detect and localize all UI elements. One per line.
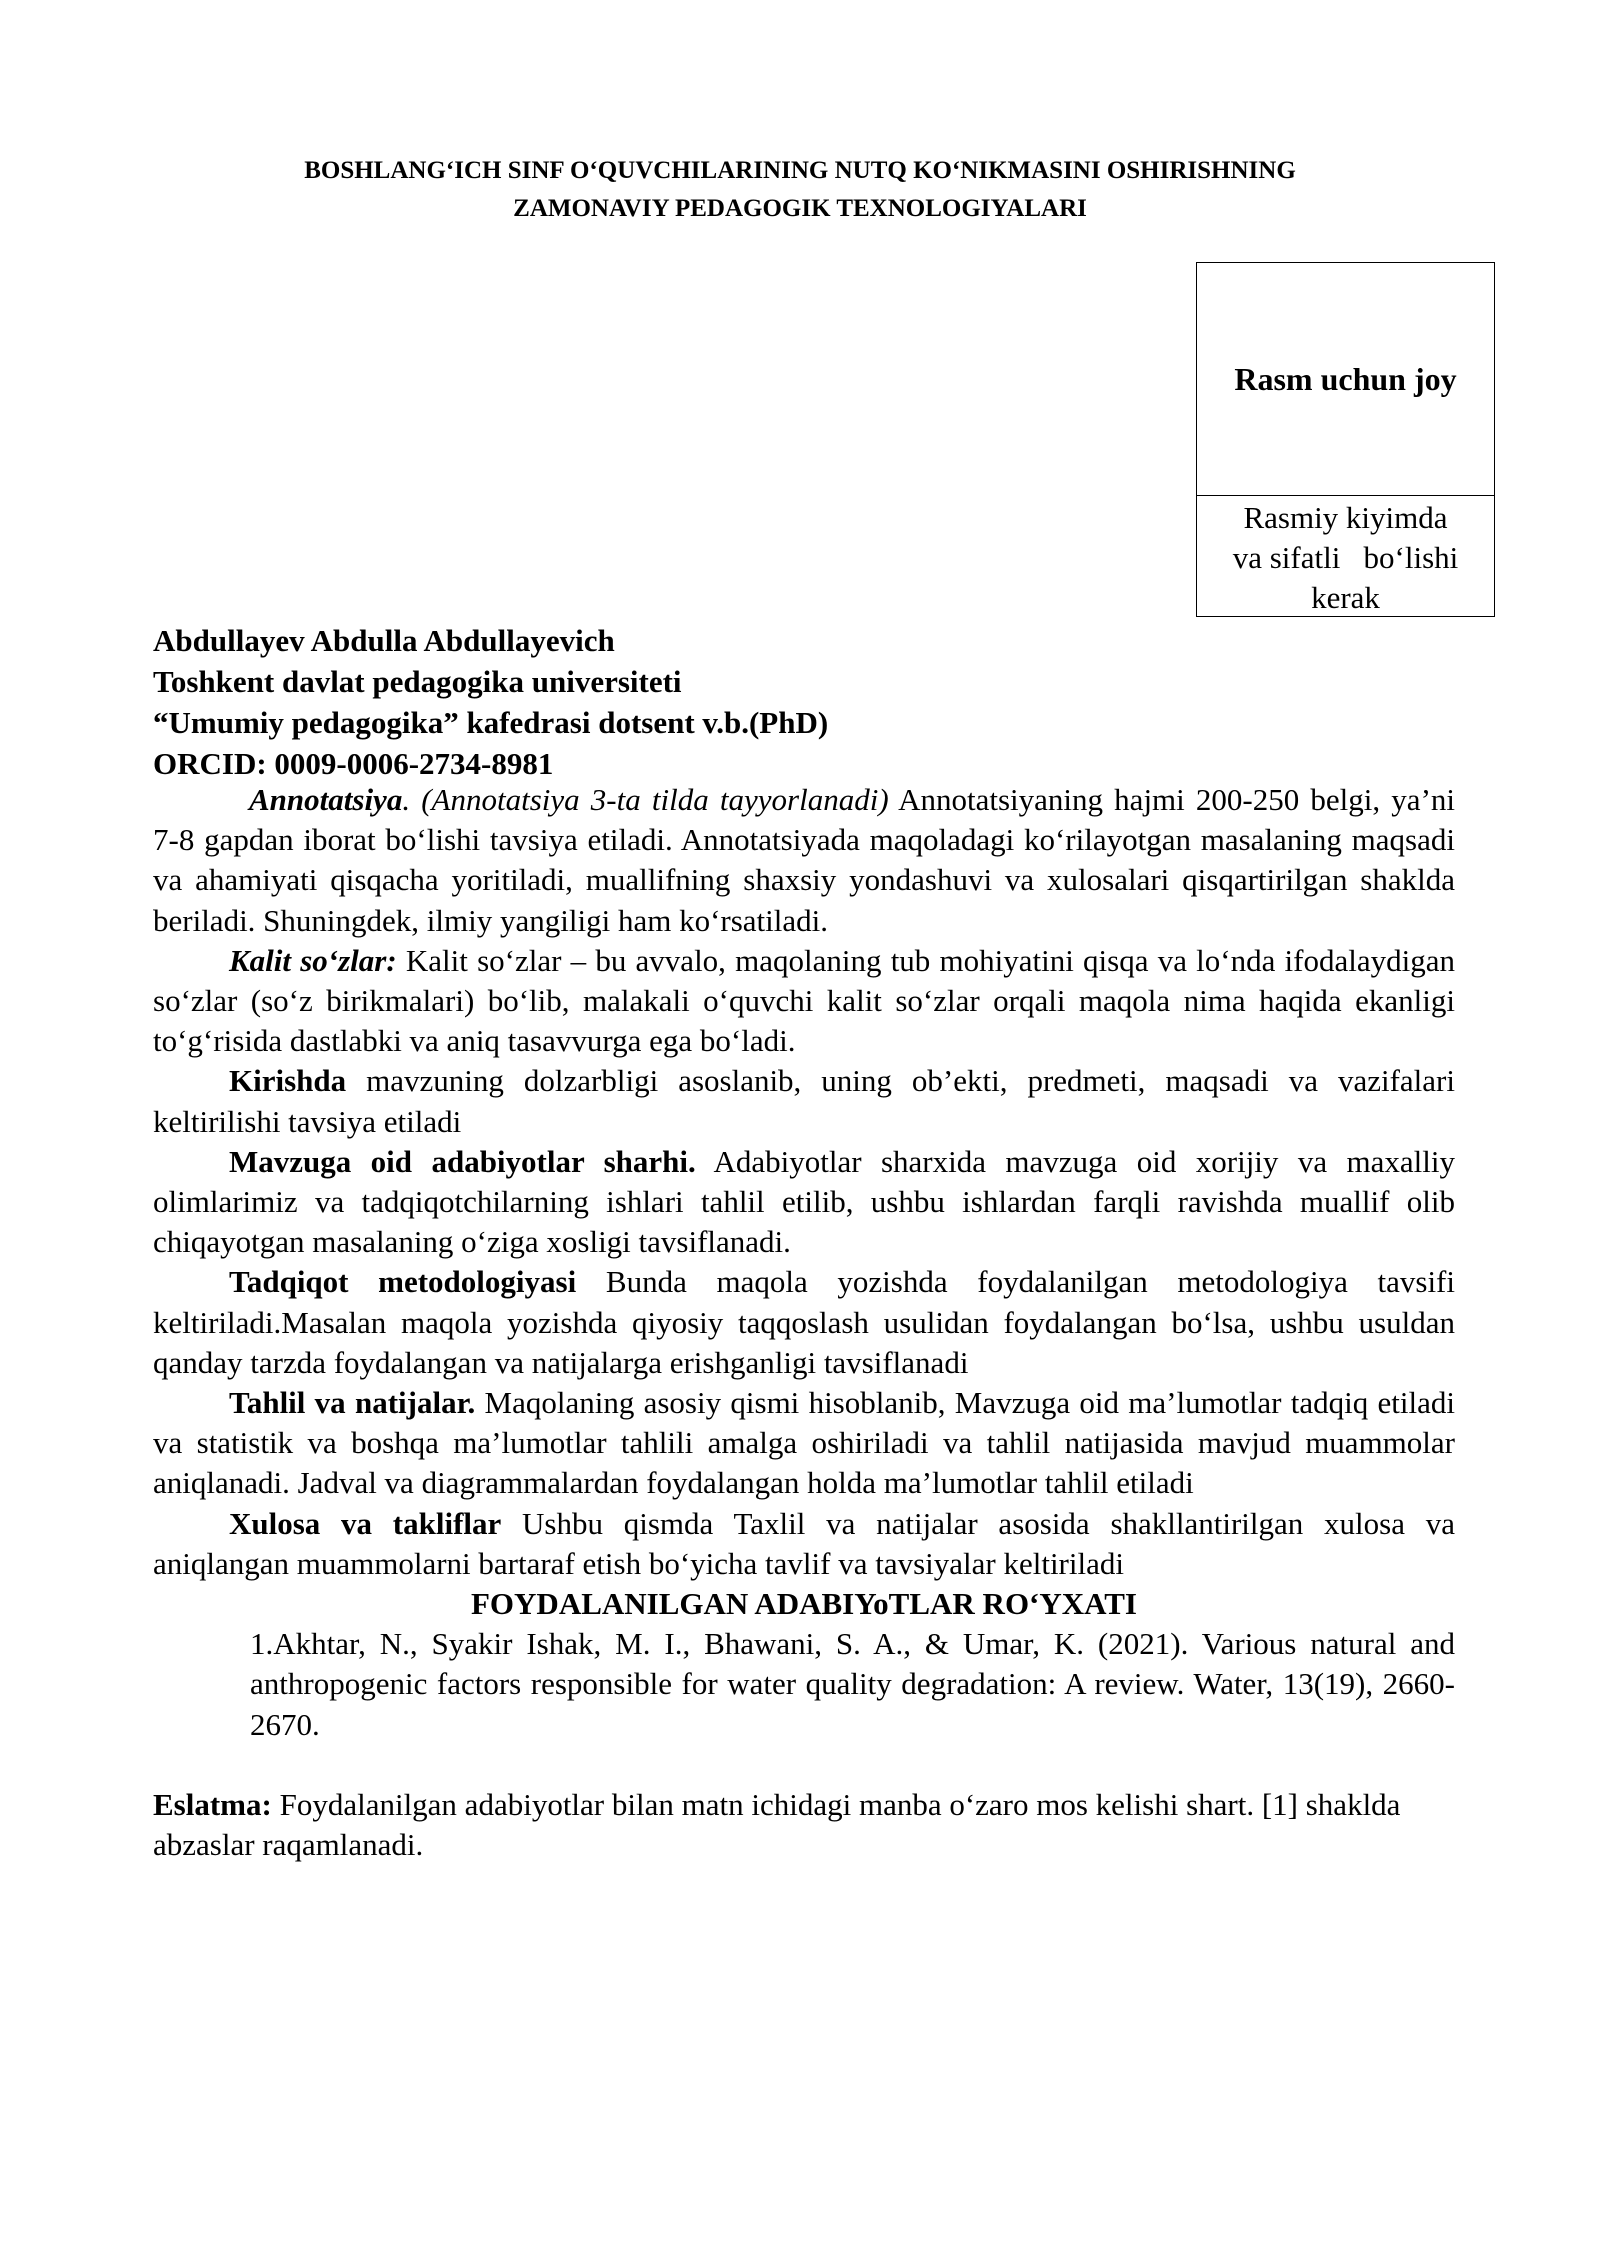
results-label: Tahlil va natijalar. <box>229 1385 476 1421</box>
page-title <box>150 152 1450 228</box>
keywords-text: Kalit so‘zlar – bu avvalo, maqolaning tub mohiyatini qisqa va lo‘nda ifodalaydigan so‘zlar (so‘z birikmalari) bo‘lib, malakali o‘quvchi kalit so‘zlar orqali maqola nima haqida ekanligi to‘g‘risida dastlabki va aniq tasavvurga ega bo‘ladi. <box>153 942 1455 1059</box>
author-university: Toshkent davlat pedagogika universiteti <box>153 664 682 699</box>
literature-review-text: Adabiyotlar sharxida mavzuga oid xorijiy va maxalliy olimlarimiz va tadqiqotchilarning ishlari tahlil etilib, ushbu ishlardan farqli ravishda muallif olib chiqayotgan masalaning o‘ziga xosligi tavsiflanadi. <box>153 1143 1455 1260</box>
reference-item: 1.Akhtar, N., Syakir Ishak, M. I., Bhawani, S. A., & Umar, K. (2021). Various natural and anthropogenic factors responsible for water quality degradation: A review. Water, 13(19), 2660-2670. <box>250 1626 1455 1742</box>
references-heading: FOYDALANILGAN ADABIYoTLAR RO‘YXATI <box>471 1586 1137 1622</box>
annotation-paragraph <box>153 780 1455 941</box>
keywords-label: Kalit so‘zlar: <box>229 942 397 978</box>
conclusion-label: Xulosa va takliflar <box>229 1505 502 1541</box>
literature-review-paragraph <box>153 1142 1455 1263</box>
results-text: Maqolaning asosiy qismi hisoblanib, Mavzuga oid ma’lumotlar tadqiq etiladi va statistik va boshqa ma’lumotlar tahlili amalga oshiriladi va tahlil natijasida mavjud muammolar aniqlanadi. Jadval va diagrammalardan foydalangan holda ma’lumotlar tahlil etiladi <box>153 1385 1456 1501</box>
author-name: Abdullayev Abdulla Abdullayevich <box>153 623 615 658</box>
annotation-dot: . <box>402 782 422 817</box>
literature-review-label: Mavzuga oid adabiyotlar sharhi. <box>229 1143 696 1179</box>
annotation-text: Annotatsiyaning hajmi 200-250 belgi, ya’ni 7-8 gapdan iborat bo‘lishi tavsiya etiladi. Annotatsiyada maqoladagi ko‘rilayotgan masalaning maqsadi va ahamiyati qisqacha yoritiladi, muallifning shaxsiy yondashuvi va xulosalari qisqartirilgan shaklda beriladi. Shuningdek, ilmiy yangiligi ham ko‘rsatiladi. <box>153 782 1455 938</box>
author-orcid: ORCID: 0009-0006-2734-8981 <box>153 746 554 781</box>
title-line-2: ZAMONAVIY PEDAGOGIK TEXNOLOGIYALARI <box>513 195 1087 222</box>
photo-caption-line-2: va sifatli bo‘lishi <box>1232 540 1459 575</box>
photo-caption-line-3: kerak <box>1311 580 1380 615</box>
methodology-text: Bunda maqola yozishda foydalanilgan metodologiya tavsifi keltiriladi.Masalan maqola yozishda qiyosiy taqqoslash usulidan foydalangan bo‘lsa, ushbu usuldan qanday tarzda foydalangan va natijalarga erishganligi tavsiflanadi <box>153 1264 1455 1380</box>
article-body <box>153 780 1455 1865</box>
author-position: “Umumiy pedagogika” kafedrasi dotsent v.b.(PhD) <box>153 705 829 740</box>
note-text: Foydalanilgan adabiyotlar bilan matn ichidagi manba o‘zaro mos kelishi shart. [1] shakldа abzaslar raqamlanadi. <box>153 1786 1401 1863</box>
conclusion-text: Ushbu qismda Taxlil va natijalar asosida shakllantirilgan xulosa va aniqlangan muammolarni bartaraf etish bo‘yicha tavlif va tavsiyalar keltiriladi <box>153 1505 1455 1581</box>
methodology-paragraph <box>153 1262 1455 1383</box>
introduction-paragraph <box>153 1061 1455 1141</box>
conclusion-paragraph <box>153 1504 1455 1584</box>
annotation-note: (Annotatsiya 3-ta tilda tayyorlanadi) <box>421 782 889 817</box>
photo-caption-line-1: Rasmiy kiyimda <box>1243 500 1448 535</box>
photo-placeholder-box <box>1196 262 1495 617</box>
note-paragraph <box>153 1785 1455 1865</box>
introduction-text: mavzuning dolzarbligi asoslanib, uning ob’ekti, predmeti, maqsadi va vazifalari keltirilishi tavsiya etiladi <box>153 1063 1455 1139</box>
annotation-label: Annotatsiya <box>249 782 403 817</box>
keywords-paragraph <box>153 941 1455 1062</box>
introduction-label: Kirishda <box>229 1063 347 1099</box>
title-line-1: BOSHLANG‘ICH SINF O‘QUVCHILARINING NUTQ KO‘NIKMASINI OSHIRISHNING <box>304 157 1296 184</box>
results-paragraph <box>153 1383 1455 1504</box>
author-block <box>153 620 1453 784</box>
photo-placeholder-label: Rasm uchun joy <box>1234 360 1457 397</box>
methodology-label: Tadqiqot metodologiyasi <box>229 1264 577 1300</box>
photo-caption <box>1197 496 1494 616</box>
photo-placeholder-area <box>1197 263 1494 496</box>
note-label: Eslatma: <box>153 1786 272 1822</box>
